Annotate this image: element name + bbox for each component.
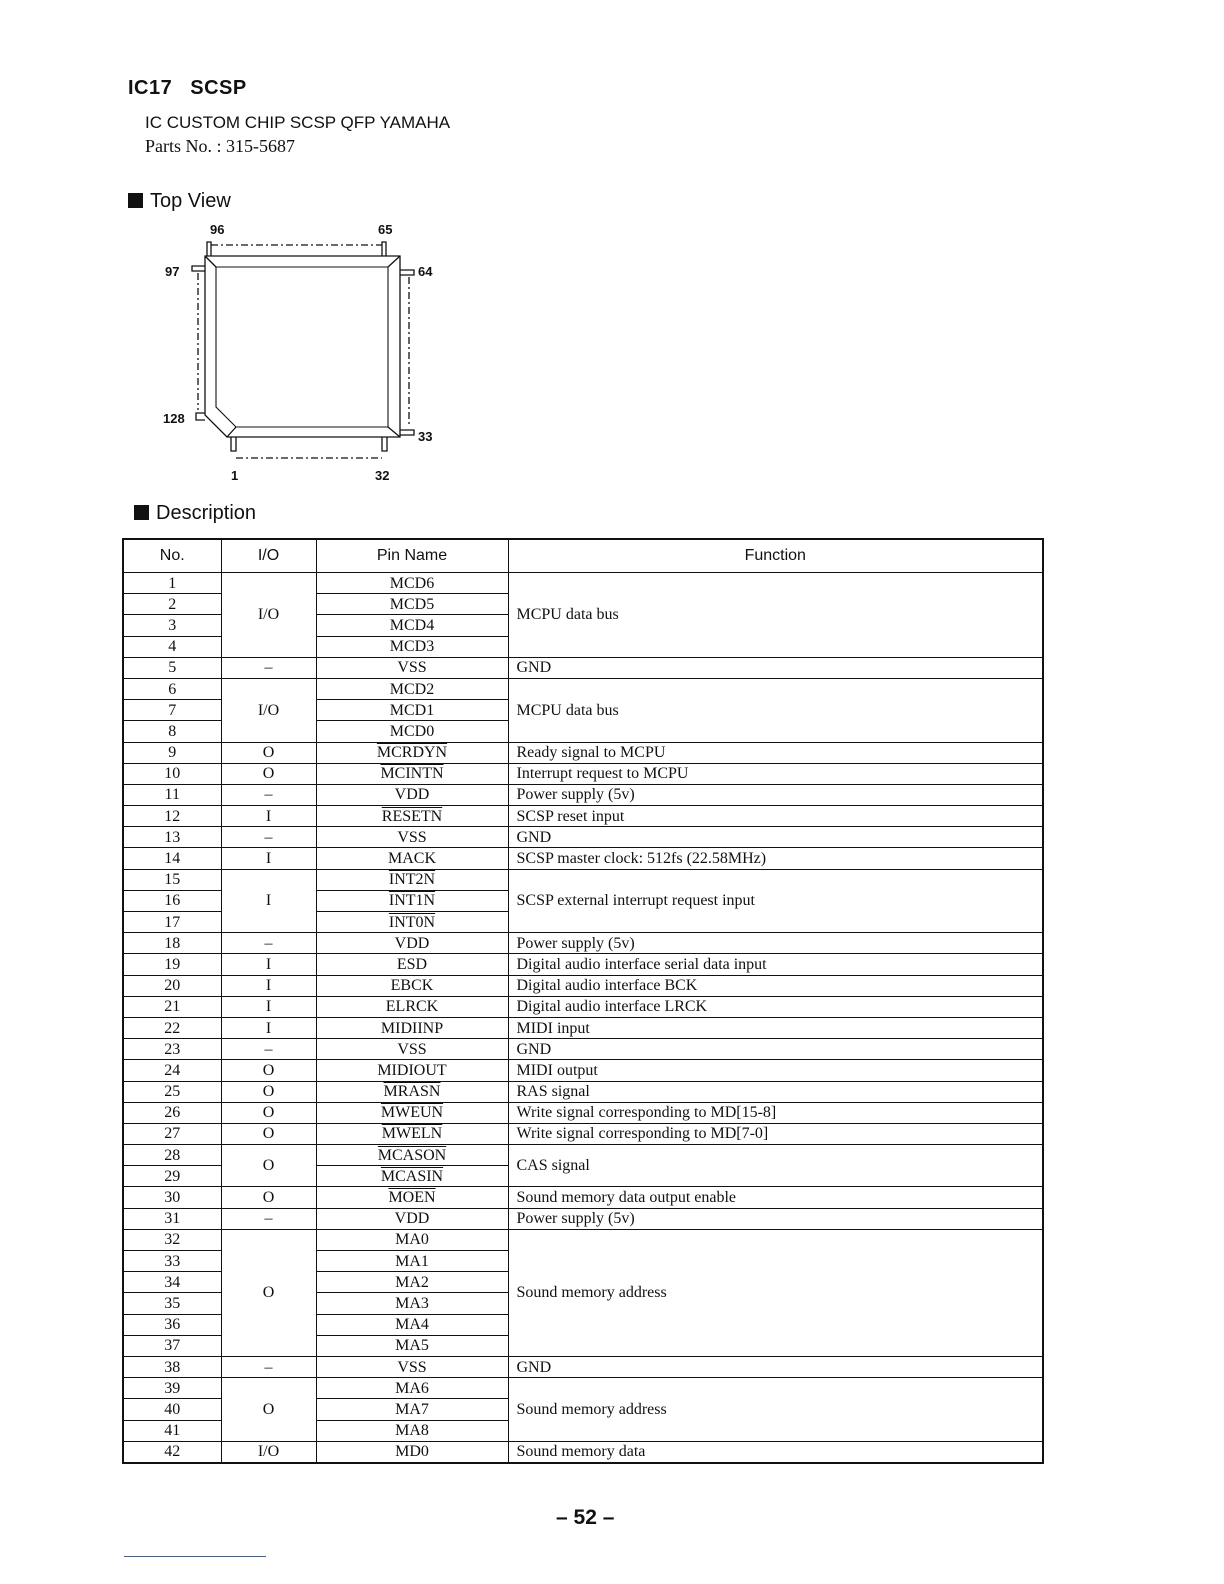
- pin-number-cell: 13: [123, 827, 221, 848]
- ic-description: IC CUSTOM CHIP SCSP QFP YAMAHA: [145, 113, 451, 132]
- pin-name-cell: MA3: [316, 1293, 508, 1314]
- square-bullet-icon: [134, 505, 149, 520]
- pin-number-cell: 14: [123, 848, 221, 869]
- table-row: [123, 1378, 1043, 1399]
- io-cell: I: [221, 848, 316, 869]
- io-cell: I/O: [221, 573, 316, 658]
- io-cell: –: [221, 784, 316, 805]
- pin-name-cell: VSS: [316, 1039, 508, 1060]
- pin-number-cell: 6: [123, 678, 221, 699]
- table-row: [123, 1017, 1043, 1038]
- pin-name-cell: INT1N: [316, 890, 508, 911]
- pin-number-cell: 16: [123, 890, 221, 911]
- pin-name-cell: MCASON: [316, 1145, 508, 1166]
- pin-name-cell: MWEUN: [316, 1102, 508, 1123]
- pin-number-cell: 10: [123, 763, 221, 784]
- table-row: [123, 678, 1043, 699]
- pin-number-cell: 21: [123, 996, 221, 1017]
- pin-name-cell: MCD5: [316, 594, 508, 615]
- io-cell: –: [221, 827, 316, 848]
- pin-name-cell: MWELN: [316, 1123, 508, 1144]
- pin-number-cell: 11: [123, 784, 221, 805]
- function-cell: MIDI output: [508, 1060, 1043, 1081]
- pin-number-cell: 22: [123, 1017, 221, 1038]
- table-row: [123, 1187, 1043, 1208]
- pin-number-cell: 19: [123, 954, 221, 975]
- pin-number-cell: 23: [123, 1039, 221, 1060]
- pin-64-lead: [400, 270, 414, 275]
- pin-name-cell: EBCK: [316, 975, 508, 996]
- pin-name-cell: MCD2: [316, 678, 508, 699]
- square-bullet-icon: [128, 193, 143, 208]
- function-cell: Digital audio interface serial data input: [508, 954, 1043, 975]
- function-cell: SCSP master clock: 512fs (22.58MHz): [508, 848, 1043, 869]
- function-cell: Interrupt request to MCPU: [508, 763, 1043, 784]
- io-cell: O: [221, 1060, 316, 1081]
- table-row: [123, 827, 1043, 848]
- io-cell: I: [221, 996, 316, 1017]
- pin-name-cell: MCD4: [316, 615, 508, 636]
- pin-name-cell: MA8: [316, 1420, 508, 1441]
- pin-label-32: 32: [375, 468, 390, 483]
- pin-label-128: 128: [163, 411, 185, 426]
- pin-number-cell: 41: [123, 1420, 221, 1441]
- pin-label-33: 33: [418, 429, 433, 444]
- table-row: [123, 933, 1043, 954]
- col-header-pin-name: Pin Name: [316, 539, 508, 573]
- pin-number-cell: 24: [123, 1060, 221, 1081]
- pin-number-cell: 4: [123, 636, 221, 657]
- function-cell: RAS signal: [508, 1081, 1043, 1102]
- col-header-io: I/O: [221, 539, 316, 573]
- function-cell: SCSP external interrupt request input: [508, 869, 1043, 933]
- io-cell: O: [221, 1187, 316, 1208]
- pin-name-cell: MIDIINP: [316, 1017, 508, 1038]
- top-view-heading: Top View: [128, 190, 231, 213]
- pin-name-cell: MA7: [316, 1399, 508, 1420]
- pin-name-cell: MCASIN: [316, 1166, 508, 1187]
- chip-inner-outline: [216, 267, 388, 427]
- pin-name-cell: MA4: [316, 1314, 508, 1335]
- table-row: [123, 1123, 1043, 1144]
- pin-name-cell: MD0: [316, 1441, 508, 1463]
- function-cell: GND: [508, 657, 1043, 678]
- table-header-row: [123, 539, 1043, 573]
- pin-name-cell: MCD6: [316, 573, 508, 594]
- pin-number-cell: 12: [123, 806, 221, 827]
- pin-128-lead: [196, 413, 205, 420]
- pin-number-cell: 18: [123, 933, 221, 954]
- function-cell: Power supply (5v): [508, 933, 1043, 954]
- table-row: [123, 573, 1043, 594]
- table-row: [123, 996, 1043, 1017]
- io-cell: O: [221, 1123, 316, 1144]
- footer-rule: [124, 1556, 266, 1557]
- pin-name-cell: INT0N: [316, 912, 508, 933]
- table-row: [123, 742, 1043, 763]
- table-row: [123, 869, 1043, 890]
- pin-number-cell: 1: [123, 573, 221, 594]
- pin-name-cell: MCINTN: [316, 763, 508, 784]
- function-cell: CAS signal: [508, 1145, 1043, 1187]
- page-number: – 52 –: [556, 1506, 615, 1529]
- chip-body-outline: [205, 256, 400, 437]
- pin-name-cell: MCD3: [316, 636, 508, 657]
- io-cell: –: [221, 1208, 316, 1229]
- pin-number-cell: 5: [123, 657, 221, 678]
- io-cell: O: [221, 763, 316, 784]
- pin-number-cell: 7: [123, 700, 221, 721]
- pin-number-cell: 17: [123, 912, 221, 933]
- pin-number-cell: 36: [123, 1314, 221, 1335]
- pin-number-cell: 35: [123, 1293, 221, 1314]
- pin-number-cell: 30: [123, 1187, 221, 1208]
- function-cell: Write signal corresponding to MD[15-8]: [508, 1102, 1043, 1123]
- pin-number-cell: 8: [123, 721, 221, 742]
- function-cell: GND: [508, 1039, 1043, 1060]
- pin-name-cell: VDD: [316, 933, 508, 954]
- chip-top-view-diagram: [150, 215, 450, 490]
- pin-number-cell: 39: [123, 1378, 221, 1399]
- pin-name-cell: VSS: [316, 657, 508, 678]
- table-row: [123, 1039, 1043, 1060]
- io-cell: –: [221, 1039, 316, 1060]
- pin-number-cell: 28: [123, 1145, 221, 1166]
- pin-name-cell: MCRDYN: [316, 742, 508, 763]
- table-row: [123, 954, 1043, 975]
- function-cell: Power supply (5v): [508, 784, 1043, 805]
- pin-number-cell: 20: [123, 975, 221, 996]
- function-cell: Ready signal to MCPU: [508, 742, 1043, 763]
- pin-97-lead: [192, 266, 205, 271]
- table-row: [123, 848, 1043, 869]
- pin-name-cell: VDD: [316, 1208, 508, 1229]
- pin-label-97: 97: [165, 264, 180, 279]
- pin-number-cell: 2: [123, 594, 221, 615]
- pin-label-1: 1: [231, 468, 239, 483]
- io-cell: O: [221, 1102, 316, 1123]
- table-row: [123, 763, 1043, 784]
- io-cell: O: [221, 1378, 316, 1442]
- io-cell: I/O: [221, 678, 316, 742]
- pin-name-cell: ELRCK: [316, 996, 508, 1017]
- function-cell: MCPU data bus: [508, 678, 1043, 742]
- pin-number-cell: 9: [123, 742, 221, 763]
- pin-name-cell: MCD1: [316, 700, 508, 721]
- pin-number-cell: 3: [123, 615, 221, 636]
- pin-32-lead: [382, 437, 387, 451]
- io-cell: O: [221, 1229, 316, 1356]
- function-cell: Sound memory address: [508, 1378, 1043, 1442]
- pin-name-cell: MA0: [316, 1229, 508, 1250]
- function-cell: Sound memory data output enable: [508, 1187, 1043, 1208]
- function-cell: MIDI input: [508, 1017, 1043, 1038]
- table-row: [123, 806, 1043, 827]
- pin-number-cell: 37: [123, 1335, 221, 1356]
- table-row: [123, 1081, 1043, 1102]
- table-row: [123, 1441, 1043, 1463]
- pin-name-cell: MIDIOUT: [316, 1060, 508, 1081]
- io-cell: I: [221, 1017, 316, 1038]
- pin-number-cell: 32: [123, 1229, 221, 1250]
- table-row: [123, 975, 1043, 996]
- function-cell: Digital audio interface BCK: [508, 975, 1043, 996]
- table-row: [123, 1356, 1043, 1377]
- pin-name-cell: MCD0: [316, 721, 508, 742]
- table-row: [123, 657, 1043, 678]
- pin-number-cell: 29: [123, 1166, 221, 1187]
- pin-name-cell: MOEN: [316, 1187, 508, 1208]
- page-title: [128, 77, 247, 100]
- pin-number-cell: 33: [123, 1251, 221, 1272]
- pin-name-cell: VSS: [316, 827, 508, 848]
- function-cell: Power supply (5v): [508, 1208, 1043, 1229]
- table-row: [123, 1229, 1043, 1250]
- function-cell: MCPU data bus: [508, 573, 1043, 658]
- io-cell: O: [221, 1145, 316, 1187]
- function-cell: SCSP reset input: [508, 806, 1043, 827]
- pin-description-table: [122, 538, 1044, 1464]
- pin-96-lead: [207, 242, 211, 256]
- parts-number: Parts No. : 315-5687: [145, 136, 295, 156]
- io-cell: –: [221, 933, 316, 954]
- pin-name-cell: INT2N: [316, 869, 508, 890]
- pin-1-lead: [231, 437, 236, 451]
- pin-label-96: 96: [210, 222, 225, 237]
- pin-number-cell: 38: [123, 1356, 221, 1377]
- io-cell: I: [221, 975, 316, 996]
- pin-number-cell: 31: [123, 1208, 221, 1229]
- function-cell: GND: [508, 827, 1043, 848]
- pin-name-cell: MACK: [316, 848, 508, 869]
- pin-name-cell: RESETN: [316, 806, 508, 827]
- io-cell: O: [221, 1081, 316, 1102]
- io-cell: –: [221, 1356, 316, 1377]
- pin-name-cell: VDD: [316, 784, 508, 805]
- table-row: [123, 784, 1043, 805]
- io-cell: I: [221, 954, 316, 975]
- pin-number-cell: 26: [123, 1102, 221, 1123]
- col-header-function: Function: [508, 539, 1043, 573]
- io-cell: I: [221, 806, 316, 827]
- table-row: [123, 1145, 1043, 1166]
- pin-65-lead: [382, 242, 386, 256]
- pin-number-cell: 25: [123, 1081, 221, 1102]
- pin-number-cell: 42: [123, 1441, 221, 1463]
- ic-name: SCSP: [190, 77, 247, 99]
- function-cell: Sound memory address: [508, 1229, 1043, 1356]
- table-row: [123, 1208, 1043, 1229]
- table-row: [123, 1102, 1043, 1123]
- pin-number-cell: 34: [123, 1272, 221, 1293]
- io-cell: O: [221, 742, 316, 763]
- function-cell: GND: [508, 1356, 1043, 1377]
- io-cell: I: [221, 869, 316, 933]
- pin-number-cell: 15: [123, 869, 221, 890]
- table-row: [123, 1060, 1043, 1081]
- io-cell: –: [221, 657, 316, 678]
- function-cell: Digital audio interface LRCK: [508, 996, 1043, 1017]
- pin-number-cell: 40: [123, 1399, 221, 1420]
- pin-name-cell: MA6: [316, 1378, 508, 1399]
- pin-label-65: 65: [378, 222, 393, 237]
- ic-ref: IC17: [128, 77, 173, 99]
- io-cell: I/O: [221, 1441, 316, 1463]
- pin-name-cell: MA1: [316, 1251, 508, 1272]
- pin-33-lead: [400, 430, 414, 435]
- pin-number-cell: 27: [123, 1123, 221, 1144]
- col-header-no: No.: [123, 539, 221, 573]
- pin-name-cell: MA5: [316, 1335, 508, 1356]
- description-heading: Description: [134, 502, 256, 525]
- function-cell: Write signal corresponding to MD[7-0]: [508, 1123, 1043, 1144]
- pin-name-cell: MA2: [316, 1272, 508, 1293]
- pin-name-cell: ESD: [316, 954, 508, 975]
- pin-name-cell: VSS: [316, 1356, 508, 1377]
- pin-name-cell: MRASN: [316, 1081, 508, 1102]
- function-cell: Sound memory data: [508, 1441, 1043, 1463]
- pin-label-64: 64: [418, 264, 433, 279]
